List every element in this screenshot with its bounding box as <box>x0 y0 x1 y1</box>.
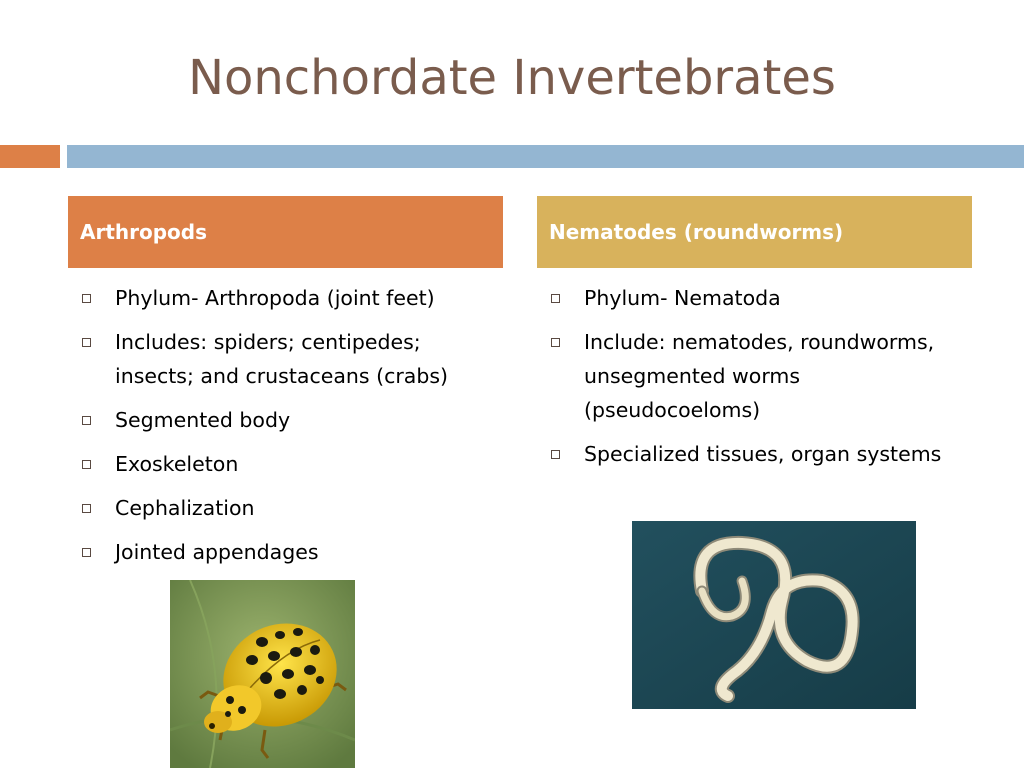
list-item <box>80 403 500 437</box>
ladybug-photo <box>170 580 355 768</box>
list-item <box>80 447 500 481</box>
accent-bar-orange <box>0 145 60 168</box>
square-bullet-icon <box>82 416 91 425</box>
bullet-text: Include: nematodes, roundworms, unsegmented worms (pseudocoeloms) <box>584 330 935 422</box>
list-item <box>549 325 969 427</box>
list-item <box>80 535 500 569</box>
square-bullet-icon <box>82 338 91 347</box>
ladybug-illustration <box>170 580 355 768</box>
square-bullet-icon <box>551 450 560 459</box>
roundworm-photo <box>632 521 916 709</box>
nematodes-heading: Nematodes (roundworms) <box>537 196 972 268</box>
bullet-text: Specialized tissues, organ systems <box>584 442 942 466</box>
accent-bar-blue <box>67 145 1024 168</box>
bullet-text: Cephalization <box>115 496 255 520</box>
list-item <box>80 281 500 315</box>
square-bullet-icon <box>82 460 91 469</box>
slide-title: Nonchordate Invertebrates <box>188 50 836 106</box>
square-bullet-icon <box>551 294 560 303</box>
square-bullet-icon <box>82 504 91 513</box>
list-item <box>80 325 500 393</box>
bullet-text: Segmented body <box>115 408 291 432</box>
list-item <box>549 437 969 471</box>
nematodes-bullet-list <box>549 281 969 481</box>
square-bullet-icon <box>82 548 91 557</box>
square-bullet-icon <box>551 338 560 347</box>
arthropods-bullet-list <box>80 281 500 579</box>
bullet-text: Phylum- Arthropoda (joint feet) <box>115 286 435 310</box>
list-item <box>549 281 969 315</box>
bullet-text: Exoskeleton <box>115 452 239 476</box>
bullet-text: Jointed appendages <box>115 540 319 564</box>
list-item <box>80 491 500 525</box>
bullet-text: Phylum- Nematoda <box>584 286 781 310</box>
square-bullet-icon <box>82 294 91 303</box>
roundworm-illustration <box>632 521 916 709</box>
bullet-text: Includes: spiders; centipedes; insects; and crustaceans (crabs) <box>115 330 449 388</box>
arthropods-heading: Arthropods <box>68 196 503 268</box>
